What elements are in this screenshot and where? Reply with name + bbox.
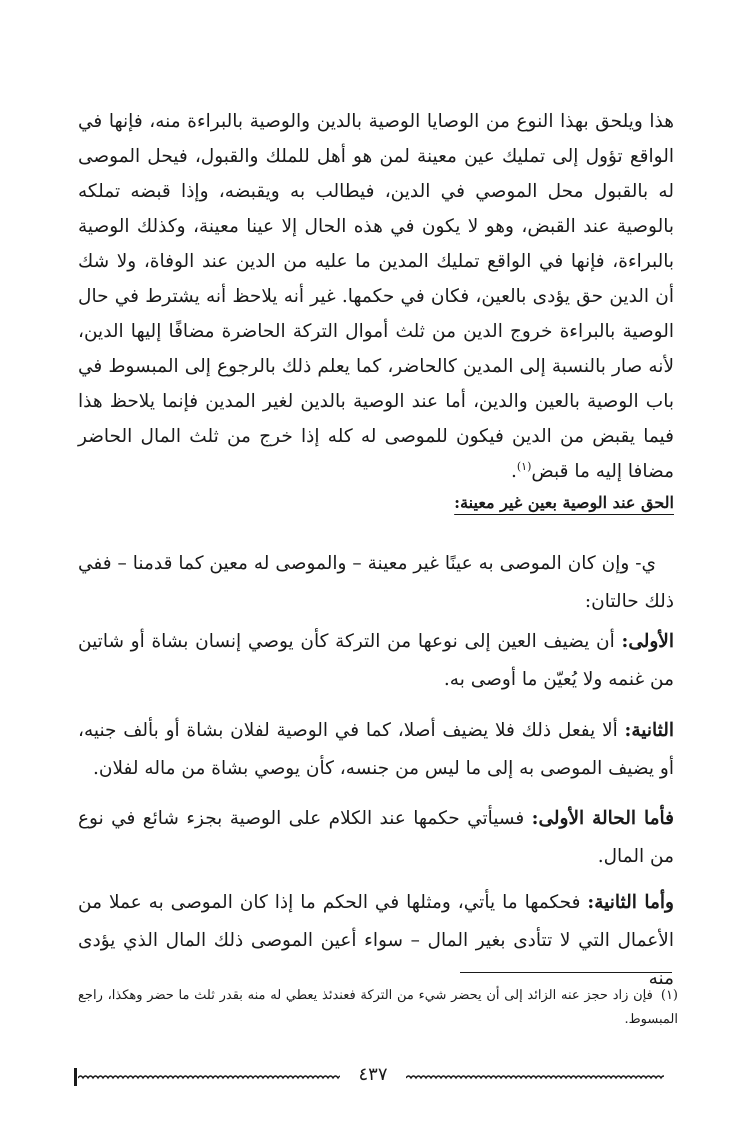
case-label-second-ruling: وأما الثانية: <box>587 892 674 913</box>
footer-ornament-left <box>78 1066 340 1086</box>
footnote <box>78 984 678 1032</box>
paragraph-second-case <box>78 712 674 788</box>
footnote-divider <box>460 972 672 973</box>
paragraph-debt-bequest: هذا ويلحق بهذا النوع من الوصايا الوصية بالدين والوصية بالبراءة منه، فإنها في الواقع تؤول إلى تمليك عين معينة لمن هو أهل للملك والقبول، فيحل الموصى له بالقبول محل الموصي في الدين، فيطالب به ويقبضه، وإذا قبضه تملكه بالوصية عند القبض، وهو لا يكون في هذه الحال إلا عينا معينة، وكذلك الوصية بالبراءة، فإنها في الواقع تمليك المدين ما عليه من الدين عند الوفاة، ولا شك أن الدين حق يؤدى بالعين، فكان في حكمها. غير أنه يلاحظ أنه يشترط في حال الوصية بالبراءة خروج الدين من ثلث أموال التركة الحاضرة مضافًا إليها الدين، لأنه صار بالنسبة إلى المدين كالحاضر، كما يعلم ذلك بالرجوع إلى المبسوط في باب الوصية بالعين والدين، أما عند الوصية بالدين لغير المدين فإنما يلاحظ هذا فيما يقبض من الدين فيكون للموصى له كله إذا خرج من ثلث المال الحاضر مضافا إليه ما قبض$^{(١)}$. <box>78 111 674 482</box>
footer-ornament-right <box>406 1066 664 1086</box>
paragraph-second-case-ruling <box>78 884 674 998</box>
page-number: ٤٣٧ <box>358 1064 388 1085</box>
paragraph-text: هذا ويلحق بهذا النوع من الوصايا الوصية بالدين والوصية بالبراءة منه، فإنها في الواقع تؤول إلى تمليك عين معينة لمن هو أهل للملك والقبول، فيحل الموصى له بالقبول محل الموصي في الدين، فيطالب به ويقبضه، وإذا قبضه تملكه بالوصية عند القبض، وهو لا يكون في هذه الحال إلا عينا معينة، وكذلك الوصية بالبراءة، فإنها في الواقع تمليك المدين ما عليه من الدين عند الوفاة، ولا شك أن الدين حق يؤدى بالعين، فكان في حكمها. غير أنه يلاحظ أنه يشترط في حال الوصية بالبراءة خروج الدين من ثلث أموال التركة الحاضرة مضافًا إليها الدين، لأنه صار بالنسبة إلى المدين كالحاضر، كما يعلم ذلك بالرجوع إلى المبسوط في باب الوصية بالعين والدين، أما عند الوصية بالدين لغير المدين فإنما يلاحظ هذا فيما يقبض من الدين فيكون للموصى له كله إذا خرج من ثلث المال الحاضر مضافا إليه ما قبض <box>78 111 674 482</box>
paragraph-text: فسيأتي حكمها عند الكلام على الوصية بجزء شائع في نوع من المال. <box>78 808 674 867</box>
footnote-number: (١) <box>660 988 678 1003</box>
footnote-text: فإن زاد حجز عنه الزائد إلى أن يحضر شيء من التركة فعندئذ يعطي له منه بقدر ثلث ما حضر وهكذا، راجع المبسوط. <box>78 988 678 1027</box>
case-label-first-ruling: فأما الحالة الأولى: <box>531 808 674 829</box>
page-footer <box>74 1060 664 1090</box>
wave-line <box>78 1076 340 1078</box>
footnote-reference[interactable]: (١) <box>516 459 532 473</box>
paragraph-unspecified-item: ي- وإن كان الموصى به عينًا غير معينة – والموصى له معين كما قدمنا – ففي ذلك حالتان: <box>78 553 674 612</box>
paragraph-text: فحكمها ما يأتي، ومثلها في الحكم ما إذا كان الموصى به عملا من الأعمال التي لا تتأدى بغير المال – سواء أعين الموصى ذلك المال الذي يؤدى منه <box>78 892 674 989</box>
paragraph-text: أن يضيف العين إلى نوعها من التركة كأن يوصي إنسان بشاة أو شاتين من غنمه ولا يُعيّن ما أوصى به. <box>78 631 674 690</box>
case-label-second: الثانية: <box>624 720 674 741</box>
footer-end-bar <box>74 1068 77 1086</box>
case-label-first: الأولى: <box>621 631 674 652</box>
paragraph-first-case-ruling <box>78 800 674 876</box>
paragraph-first-case <box>78 623 674 699</box>
paragraph-text: ألا يفعل ذلك فلا يضيف أصلا، كما في الوصية لفلان بشاة أو بألف جنيه، أو يضيف الموصى به إلى ما ليس من جنسه، كأن يوصي بشاة من ماله لفلان. <box>78 720 674 779</box>
section-heading: الحق عند الوصية بعين غير معينة: <box>454 493 674 512</box>
wave-line <box>406 1076 664 1078</box>
